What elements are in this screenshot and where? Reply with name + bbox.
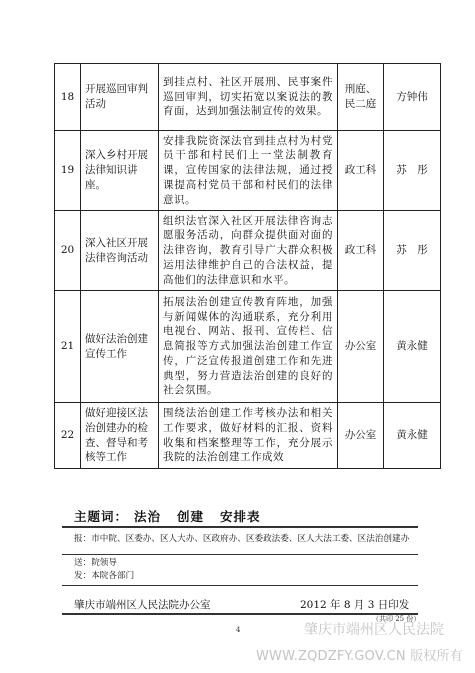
row-number: 19: [55, 131, 81, 211]
responsible-department: 政工科: [338, 131, 384, 211]
task-content: 安排我院资深法官到挂点村为村党员干部和村民们上一堂法制教育课，宣传国家的法律法规，通过授课提高村党员干部和村民们的法律意识。: [159, 131, 338, 211]
page-number: 4: [236, 626, 241, 634]
divider: [62, 554, 418, 555]
responsible-department: 刑庭、民二庭: [338, 64, 384, 131]
responsible-person: 方钟伟: [384, 64, 441, 131]
task-content: 拓展法治创建宣传教育阵地，加强与新闻媒体的沟通联系，充分利用电视台、网站、报刊、宣传栏、信息简报等方式加强法治创建工作宣传，广泛宣传报道创建工作和先进典型，努力营造法治创建的良好的社会氛围。: [159, 291, 338, 403]
subject-keywords: [74, 507, 271, 525]
copies-count: （共印 25 份）: [372, 615, 421, 623]
task-content: 组织法官深入社区开展法律咨询志愿服务活动，向群众提供面对面的法律咨询，教育引导广大群众积极运用法律维护自己的合法权益，提高他们的法律意识和水平。: [159, 211, 338, 291]
task-name: 做好迎接区法治创建办的检查、督导和考核等工作: [81, 403, 159, 469]
subject-keyword: 法治: [134, 509, 162, 524]
task-name: 做好法治创建宣传工作: [81, 291, 159, 403]
task-content: 到挂点村、社区开展刑、民事案件巡回审判，切实拓宽以案说法的教育面，达到加强法制宣传的效果。: [159, 64, 338, 131]
row-number: 18: [55, 64, 81, 131]
task-table: [54, 63, 441, 469]
subject-keyword: 安排表: [220, 509, 261, 524]
row-number: 21: [55, 291, 81, 403]
subject-keyword: 创建: [177, 509, 205, 524]
task-name: 开展巡回审判活动: [81, 64, 159, 131]
responsible-department: 办公室: [338, 291, 384, 403]
task-name: 深入社区开展法律咨询活动: [81, 211, 159, 291]
distribution-to: 送：院领导: [74, 558, 117, 568]
distribution-cc: 报：市中院、区委办、区人大办、区政府办、区委政法委、区人大法工委、区法治创建办: [74, 534, 410, 544]
issuer: 肇庆市端州区人民法院办公室: [74, 599, 211, 611]
print-date: 2012 年 8 月 3 日印发: [300, 599, 410, 611]
task-content: 围绕法治创建工作考核办法和相关工作要求，做好材料的汇报、资料收集和档案整理等工作，充分展示我院的法治创建工作成效: [159, 403, 338, 469]
subject-label: 主题词：: [74, 509, 129, 524]
responsible-person: 黄永健: [384, 291, 441, 403]
table-row: [55, 64, 441, 131]
watermark-rights: WWW.ZQDZFY.GOV.CN 版权所有: [256, 649, 463, 664]
responsible-person: 苏 彤: [384, 211, 441, 291]
table-row: [55, 291, 441, 403]
table-row: [55, 131, 441, 211]
row-number: 20: [55, 211, 81, 291]
task-name: 深入乡村开展法律知识讲座。: [81, 131, 159, 211]
distribution-general: 发：本院各部门: [74, 571, 135, 581]
table-row: [55, 403, 441, 469]
responsible-department: 办公室: [338, 403, 384, 469]
watermark-site: 肇庆市端州区人民法院: [304, 622, 444, 638]
divider: [62, 526, 418, 528]
responsible-person: 黄永健: [384, 403, 441, 469]
row-number: 22: [55, 403, 81, 469]
table-row: [55, 211, 441, 291]
responsible-person: 苏 彤: [384, 131, 441, 211]
divider: [62, 585, 418, 586]
responsible-department: 政工科: [338, 211, 384, 291]
divider: [62, 613, 418, 615]
